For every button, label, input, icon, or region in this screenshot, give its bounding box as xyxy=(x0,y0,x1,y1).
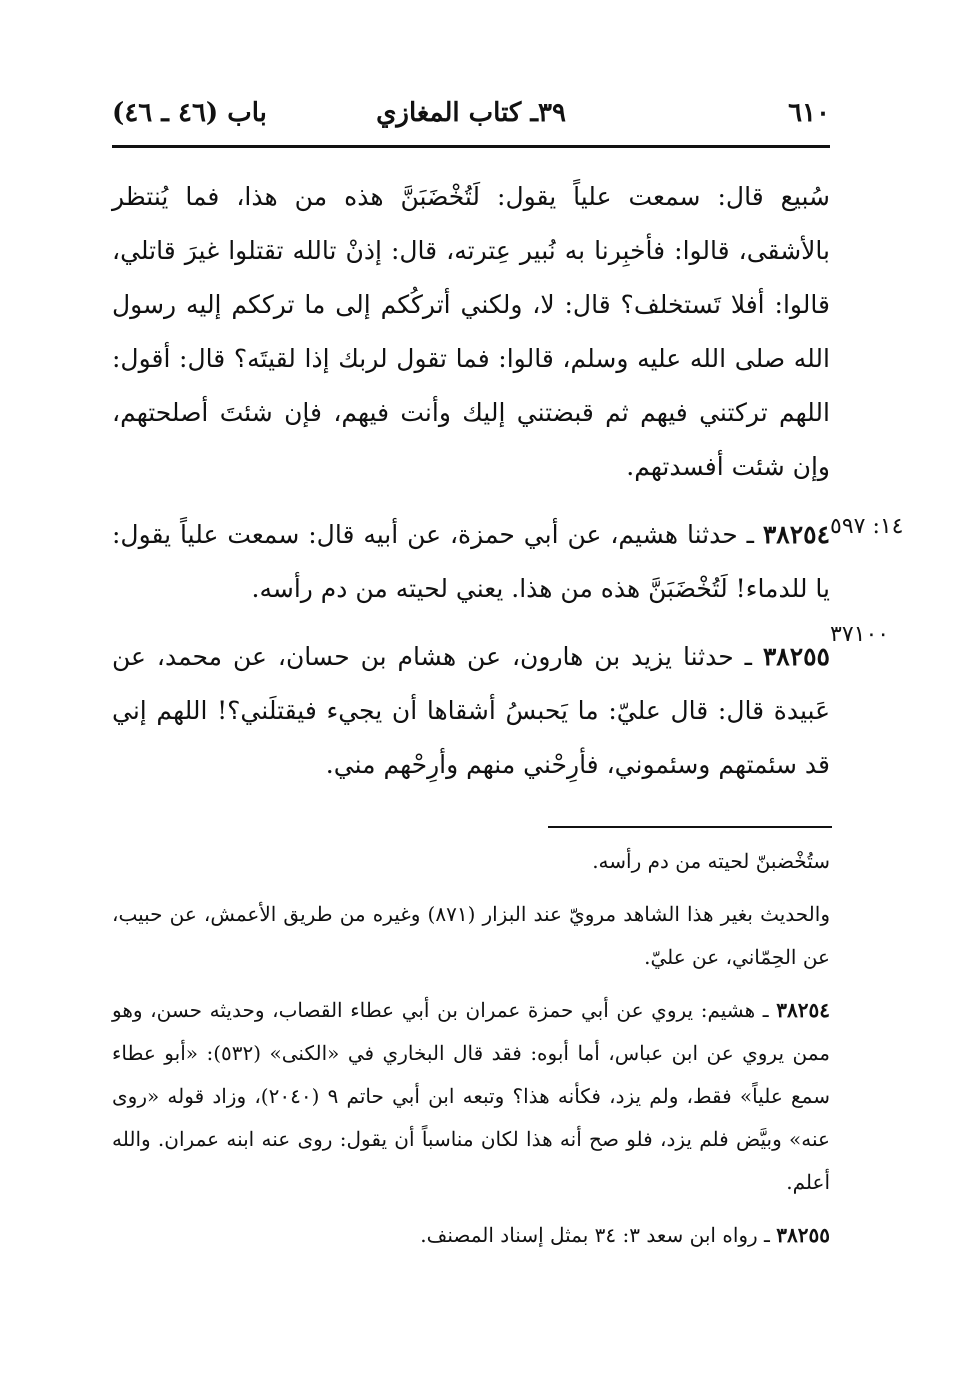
page-number: ٦١٠ xyxy=(788,98,830,128)
hadith-number: ٣٨٢٥٥ xyxy=(762,642,830,671)
footnote: ستُخْضبنّ لحيته من دم رأسه. xyxy=(592,849,830,873)
footnote-text: ـ رواه ابن سعد ٣: ٣٤ بمثل إسناد المصنف. xyxy=(420,1223,770,1247)
footnote-text: ـ هشيم: يروي عن أبي حمزة عمران بن أبي عطاء القصاب، وحديثه حسن، وهو ممن يروي عن ابن عباس، أما أبوه: فقد قال البخاري في «الكنى» (٥٣٢): «أبو عطاء سمع علياً» فقط، ولم يزد، فكأنه هذا؟ وتبعه ابن أبي حاتم ٩ (٢٠٤٠)، وزاد قوله «روى عنه» وبيَّض فلم يزد، فلو صح أنه هذا لكان مناسباً أن يقول: روى عنه ابنه عمران. والله أعلم. xyxy=(112,998,830,1194)
page-header xyxy=(112,92,830,142)
book-title: ٣٩ـ كتاب المغازي xyxy=(376,98,566,128)
footnote xyxy=(112,1214,830,1257)
footnotes xyxy=(112,840,830,1267)
margin-reference: ١٤: ٥٩٧ xyxy=(830,514,904,539)
footnote-number: ٣٨٢٥٥ xyxy=(776,1223,830,1247)
hadith-38254 xyxy=(112,508,830,616)
header-divider xyxy=(112,145,830,148)
main-text xyxy=(112,170,830,792)
hadith-number: ٣٨٢٥٤ xyxy=(762,520,831,549)
hadith-38255 xyxy=(112,630,830,792)
footnote-number: ٣٨٢٥٤ xyxy=(776,998,831,1022)
footnote xyxy=(112,989,830,1204)
footnote-divider xyxy=(548,826,832,828)
margin-reference: ٣٧١٠٠ xyxy=(830,622,890,647)
hadith-text: ـ حدثنا هشيم، عن أبي حمزة، عن أبيه قال: سمعت علياً يقول: يا للدماء! لَتُخْضَبَنَّ هذه من هذا. يعني لحيته من دم رأسه. xyxy=(112,520,830,603)
hadith-text: ـ حدثنا يزيد بن هارون، عن هشام بن حسان، عن محمد، عن عَبيدة قال: قال عليّ: ما يَحبسُ أشقاها أن يجيء فيقتلَني؟! اللهم إني قد سئمتهم وسئموني، فأرِحْني منهم وأرِحْهم مني. xyxy=(112,642,830,779)
continuation-paragraph: سُبيع قال: سمعت علياً يقول: لَتُخْضَبَنَّ هذه من هذا، فما يُنتظر بالأشقى، قالوا: فأخبِرنا به نُبير عِترته، قال: إذنْ تالله تقتلوا غيرَ قاتلي، قالوا: أفلا تَستخلف؟ قال: لا، ولكني أتركُكم إلى ما ترككم إليه رسول الله صلى الله عليه وسلم، قالوا: فما تقول لربك إذا لقيتَه؟ قال: أقول: اللهم تركتني فيهم ثم قبضتني إليك وأنت فيهم، فإن شئتَ أصلحتهم، وإن شئت أفسدتهم. xyxy=(112,182,830,481)
chapter-range: باب (٤٦ ـ ٤٦) xyxy=(112,98,267,128)
footnote: والحديث بغير هذا الشاهد مرويّ عند البزار (٨٧١) وغيره من طريق الأعمش، عن حبيب، عن الحِمّاني، عن عليّ. xyxy=(112,902,830,969)
